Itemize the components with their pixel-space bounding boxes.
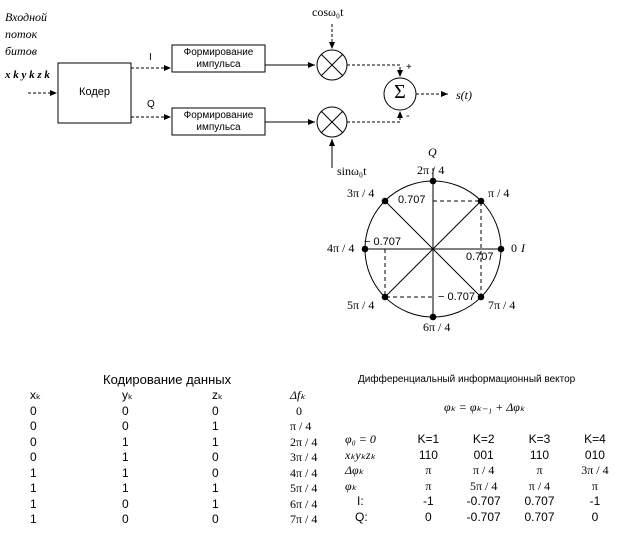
- value-i-negative: − 0.707: [364, 236, 402, 248]
- table-row: 0 0 0 0: [30, 403, 302, 418]
- table-row: xₖyₖzₖ 110 001 110 010: [345, 447, 605, 462]
- label-2pi4: 2π / 4: [417, 163, 445, 177]
- mixer-bottom: [317, 107, 347, 137]
- value-i-positive: 0.707: [466, 251, 494, 263]
- value-q-negative: − 0.707: [438, 291, 476, 303]
- table-row: 1 0 1 6π / 4: [30, 496, 318, 511]
- table-row: 0 1 1 2π / 4: [30, 434, 318, 449]
- coding-table-title: Кодирование данных: [103, 372, 232, 387]
- point-5pi4: [382, 294, 389, 301]
- i-branch-label: I: [149, 52, 152, 63]
- bottom-mixer-to-summer: [347, 111, 400, 122]
- diff-formula: φₖ = φₖ₋₁ + Δφₖ: [444, 400, 525, 414]
- table-row: 0 1 0 3π / 4: [30, 450, 318, 464]
- input-label: Входной поток битов: [5, 10, 48, 58]
- cos-carrier-label: cosω₀t: [312, 5, 344, 19]
- diff-table-title: Дифференциальный информационный вектор: [358, 374, 576, 385]
- summer-minus: -: [406, 110, 410, 122]
- table-row: 0 0 1 π / 4: [30, 419, 312, 433]
- mixer-top: [317, 50, 347, 80]
- table-row: I: -1 -0.707 0.707 -1: [357, 494, 601, 508]
- point-0: [498, 246, 505, 253]
- summer-symbol: Σ: [394, 81, 406, 103]
- header-yk: yₖ: [122, 388, 134, 402]
- point-pi4: [478, 198, 485, 205]
- label-4pi4: 4π / 4: [327, 241, 355, 255]
- table-row: φ₀ = 0 K=1 K=2 K=3 K=4: [345, 432, 606, 446]
- label-0: 0: [511, 241, 517, 255]
- q-branch-label: Q: [147, 99, 155, 110]
- input-bits-symbols: x k y k z k: [5, 69, 50, 81]
- diff-table: [345, 432, 623, 525]
- i-axis-label: I: [521, 241, 525, 255]
- point-3pi4: [382, 198, 389, 205]
- point-2pi4: [430, 178, 437, 185]
- point-7pi4: [478, 294, 485, 301]
- pulse-shaper-bottom-label: Формирование импульса: [183, 110, 254, 133]
- value-q-positive: 0.707: [398, 194, 426, 206]
- table-row: Q: 0 -0.707 0.707 0: [355, 509, 599, 524]
- coder-label: Кодер: [79, 86, 110, 98]
- label-7pi4: 7π / 4: [488, 298, 516, 312]
- sin-carrier-label: sinω₀t: [337, 164, 367, 178]
- summer-plus: +: [406, 62, 412, 73]
- table-row: 1 1 0 4π / 4: [30, 465, 318, 480]
- table-row: 1 0 0 7π / 4: [30, 512, 318, 526]
- header-delta-f: Δfₖ: [290, 388, 306, 402]
- table-row: Δφₖ π π / 4 π 3π / 4: [345, 463, 609, 477]
- pulse-shaper-top-label: Формирование импульса: [183, 47, 254, 70]
- label-pi4: π / 4: [488, 186, 510, 200]
- coding-table: [30, 388, 340, 528]
- coding-table-header: [30, 388, 340, 404]
- table-row: φₖ π 5π / 4 π / 4 π: [345, 478, 598, 493]
- label-5pi4: 5π / 4: [347, 298, 375, 312]
- label-6pi4: 6π / 4: [423, 320, 451, 334]
- top-mixer-to-summer: [347, 65, 400, 77]
- table-row: 1 1 1 5π / 4: [30, 481, 318, 495]
- output-signal-label: s(t): [456, 88, 472, 102]
- label-3pi4: 3π / 4: [347, 186, 375, 200]
- header-xk: xₖ: [30, 388, 42, 402]
- q-axis-label: Q: [428, 145, 437, 159]
- header-zk: zₖ: [212, 388, 224, 402]
